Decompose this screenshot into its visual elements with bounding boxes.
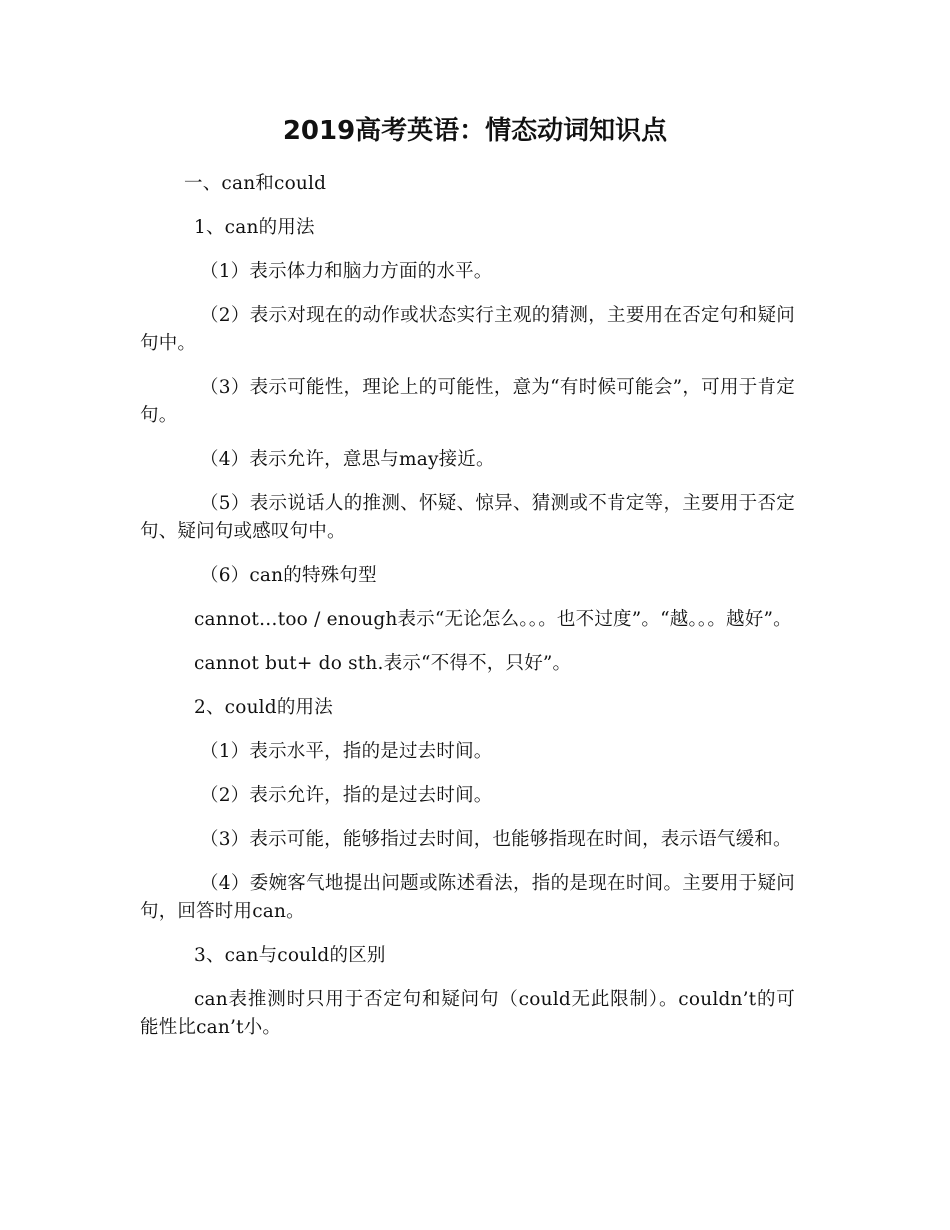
paragraph-cannot-but: cannot but+ do sth.表示“不得不，只好”。 [194,653,572,674]
paragraph-can-could-difference: can表推测时只用于否定句和疑问句（could无此限制）。couldn’t的可能性比can’t小。 [140,989,795,1038]
paragraph-can-special-patterns: （6）can的特殊句型 [200,565,377,586]
paragraph-can-speculation: （2）表示对现在的动作或状态实行主观的猜测，主要用在否定句和疑问句中。 [140,305,795,354]
subsection-heading-can-usage: 1、can的用法 [194,217,315,238]
paragraph-can-possibility: （3）表示可能性，理论上的可能性，意为“有时候可能会”，可用于肯定句。 [140,377,795,426]
paragraph-can-ability: （1）表示体力和脑力方面的水平。 [200,261,493,282]
document-title: 2019高考英语：情态动词知识点 [282,116,668,146]
paragraph-could-ability: （1）表示水平，指的是过去时间。 [200,741,493,762]
document-body [140,170,795,1058]
subsection-heading-could-usage: 2、could的用法 [194,697,333,718]
paragraph-can-doubt: （5）表示说话人的推测、怀疑、惊异、猜测或不肯定等，主要用于否定句、疑问句或感叹句中。 [140,493,795,542]
paragraph-could-polite: （4）委婉客气地提出问题或陈述看法，指的是现在时间。主要用于疑问句，回答时用can。 [140,873,795,922]
section-heading-can-could: 一、can和could [184,173,327,194]
paragraph-could-possibility: （3）表示可能，能够指过去时间，也能够指现在时间，表示语气缓和。 [200,829,792,850]
paragraph-can-permission: （4）表示允许，意思与may接近。 [200,449,495,470]
paragraph-could-permission: （2）表示允许，指的是过去时间。 [200,785,493,806]
paragraph-cannot-too-enough: cannot…too / enough表示“无论怎么。。。也不过度”。“越。。。越好”。 [194,609,792,630]
subsection-heading-can-could-difference: 3、can与could的区别 [194,945,386,966]
